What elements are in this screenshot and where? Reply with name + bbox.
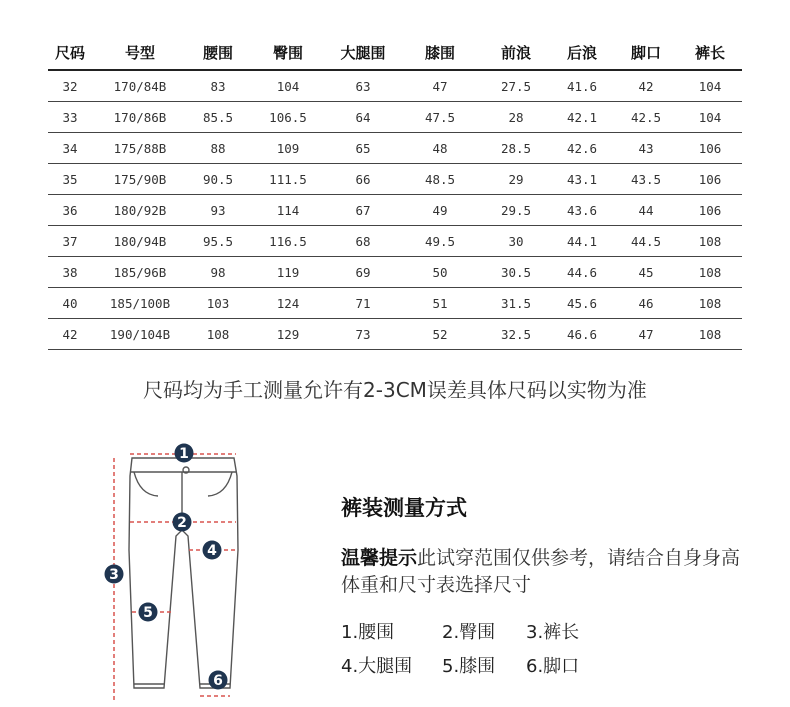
table-cell: 50 [398, 257, 482, 288]
tip-label: 温馨提示 [341, 547, 418, 569]
table-cell: 31.5 [482, 288, 550, 319]
table-cell: 66 [328, 164, 398, 195]
table-row [48, 133, 742, 164]
table-cell: 44.5 [614, 226, 678, 257]
table-cell: 83 [188, 70, 248, 102]
table-cell: 106 [678, 164, 742, 195]
table-cell: 90.5 [188, 164, 248, 195]
marker-5 [139, 603, 158, 622]
table-cell: 104 [248, 70, 328, 102]
table-cell: 63 [328, 70, 398, 102]
table-cell: 180/92B [92, 195, 188, 226]
measure-item-hip: 2.臀围 [442, 622, 496, 643]
table-cell: 34 [48, 133, 92, 164]
table-cell: 45.6 [550, 288, 614, 319]
table-cell: 73 [328, 319, 398, 350]
table-cell: 175/88B [92, 133, 188, 164]
table-cell: 190/104B [92, 319, 188, 350]
table-cell: 37 [48, 226, 92, 257]
marker-6 [209, 671, 228, 690]
table-cell: 124 [248, 288, 328, 319]
table-cell: 52 [398, 319, 482, 350]
table-cell: 71 [328, 288, 398, 319]
svg-text:5: 5 [143, 605, 153, 621]
table-cell: 42.6 [550, 133, 614, 164]
table-cell: 29 [482, 164, 550, 195]
table-cell: 41.6 [550, 70, 614, 102]
table-cell: 35 [48, 164, 92, 195]
table-cell: 114 [248, 195, 328, 226]
table-cell: 51 [398, 288, 482, 319]
column-header: 后浪 [550, 36, 614, 70]
table-cell: 68 [328, 226, 398, 257]
column-header: 臀围 [248, 36, 328, 70]
pants-outline [129, 458, 238, 688]
measure-item-thigh: 4.大腿围 [341, 656, 413, 677]
column-header: 腰围 [188, 36, 248, 70]
svg-text:1: 1 [179, 446, 189, 462]
table-cell: 185/100B [92, 288, 188, 319]
table-cell: 44.6 [550, 257, 614, 288]
measure-item-list [341, 618, 579, 686]
size-chart-table [48, 36, 742, 350]
table-cell: 49 [398, 195, 482, 226]
table-cell: 180/94B [92, 226, 188, 257]
table-cell: 65 [328, 133, 398, 164]
table-cell: 43.1 [550, 164, 614, 195]
table-cell: 104 [678, 70, 742, 102]
table-cell: 33 [48, 102, 92, 133]
measure-item-length: 3.裤长 [526, 622, 580, 643]
table-row [48, 164, 742, 195]
table-cell: 40 [48, 288, 92, 319]
table-row [48, 257, 742, 288]
marker-3 [105, 565, 124, 584]
table-cell: 108 [678, 226, 742, 257]
table-cell: 67 [328, 195, 398, 226]
table-cell: 29.5 [482, 195, 550, 226]
pants-diagram [96, 440, 246, 707]
table-cell: 104 [678, 102, 742, 133]
table-cell: 108 [678, 288, 742, 319]
table-cell: 36 [48, 195, 92, 226]
measurement-note: 尺码均为手工测量允许有2-3CM误差具体尺码以实物为准 [143, 378, 647, 402]
table-cell: 88 [188, 133, 248, 164]
table-cell: 64 [328, 102, 398, 133]
measure-row [341, 618, 579, 652]
table-cell: 170/86B [92, 102, 188, 133]
table-cell: 175/90B [92, 164, 188, 195]
table-cell: 170/84B [92, 70, 188, 102]
table-cell: 47 [614, 319, 678, 350]
table-cell: 108 [678, 319, 742, 350]
table-cell: 69 [328, 257, 398, 288]
table-cell: 32 [48, 70, 92, 102]
column-header: 脚口 [614, 36, 678, 70]
table-cell: 48 [398, 133, 482, 164]
tip-text: 此试穿范围仅供参考，请结合自身身高体重和尺寸表选择尺寸 [341, 547, 741, 596]
table-cell: 109 [248, 133, 328, 164]
table-cell: 42 [48, 319, 92, 350]
table-cell: 116.5 [248, 226, 328, 257]
table-cell: 43.5 [614, 164, 678, 195]
measure-item-knee: 5.膝围 [442, 656, 496, 677]
table-row [48, 226, 742, 257]
table-cell: 44.1 [550, 226, 614, 257]
svg-text:4: 4 [207, 543, 217, 559]
table-cell: 103 [188, 288, 248, 319]
marker-4 [203, 541, 222, 560]
table-cell: 32.5 [482, 319, 550, 350]
measure-method-title: 裤装测量方式 [341, 496, 467, 520]
table-cell: 38 [48, 257, 92, 288]
table-cell: 27.5 [482, 70, 550, 102]
table-cell: 95.5 [188, 226, 248, 257]
table-cell: 129 [248, 319, 328, 350]
svg-text:2: 2 [177, 515, 187, 531]
table-cell: 47.5 [398, 102, 482, 133]
table-cell: 46.6 [550, 319, 614, 350]
table-cell: 108 [678, 257, 742, 288]
table-row [48, 288, 742, 319]
table-cell: 28.5 [482, 133, 550, 164]
table-cell: 106 [678, 133, 742, 164]
marker-2 [173, 513, 192, 532]
table-cell: 48.5 [398, 164, 482, 195]
marker-1 [175, 444, 194, 463]
measure-row [341, 652, 579, 686]
measure-item-hem: 6.脚口 [526, 656, 580, 677]
table-cell: 106 [678, 195, 742, 226]
column-header: 尺码 [48, 36, 92, 70]
table-cell: 98 [188, 257, 248, 288]
table-cell: 47 [398, 70, 482, 102]
table-cell: 185/96B [92, 257, 188, 288]
column-header: 裤长 [678, 36, 742, 70]
table-cell: 43.6 [550, 195, 614, 226]
table-cell: 28 [482, 102, 550, 133]
table-header-row [48, 36, 742, 70]
table-cell: 111.5 [248, 164, 328, 195]
measure-item-waist: 1.腰围 [341, 622, 395, 643]
table-cell: 49.5 [398, 226, 482, 257]
table-row [48, 70, 742, 102]
table-cell: 85.5 [188, 102, 248, 133]
table-cell: 43 [614, 133, 678, 164]
table-row [48, 102, 742, 133]
table-cell: 42.5 [614, 102, 678, 133]
table-cell: 93 [188, 195, 248, 226]
table-cell: 42.1 [550, 102, 614, 133]
table-cell: 108 [188, 319, 248, 350]
table-cell: 30.5 [482, 257, 550, 288]
table-cell: 46 [614, 288, 678, 319]
fit-tip [341, 545, 741, 599]
column-header: 前浪 [482, 36, 550, 70]
svg-text:6: 6 [213, 673, 223, 689]
table-row [48, 195, 742, 226]
table-cell: 42 [614, 70, 678, 102]
table-row [48, 319, 742, 350]
table-cell: 30 [482, 226, 550, 257]
table-cell: 45 [614, 257, 678, 288]
column-header: 号型 [92, 36, 188, 70]
svg-text:3: 3 [109, 567, 119, 583]
table-cell: 44 [614, 195, 678, 226]
column-header: 膝围 [398, 36, 482, 70]
column-header: 大腿围 [328, 36, 398, 70]
table-cell: 106.5 [248, 102, 328, 133]
table-cell: 119 [248, 257, 328, 288]
